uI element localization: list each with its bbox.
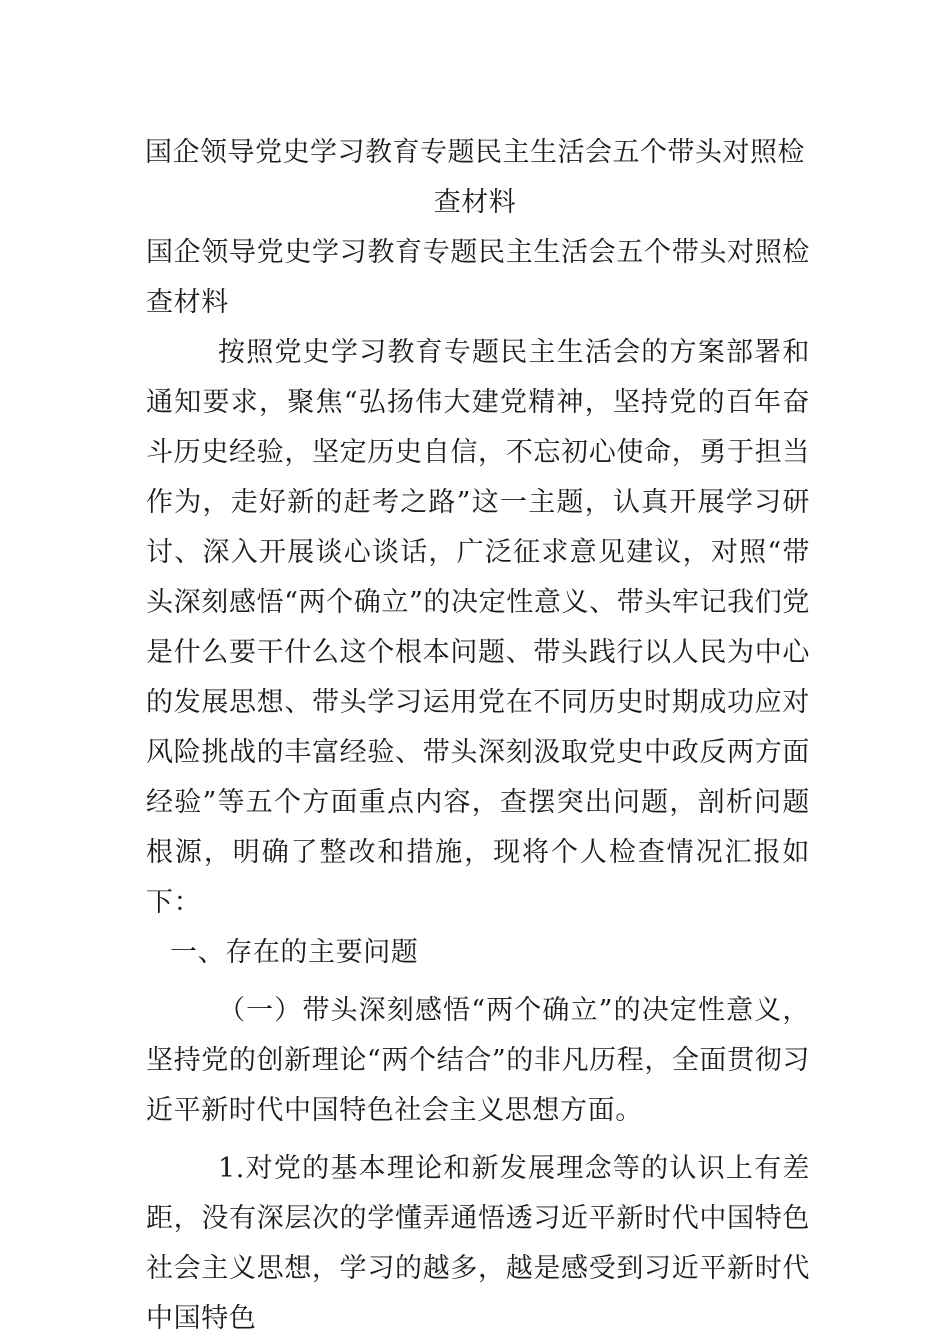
intro-paragraph: 按照党史学习教育专题民主生活会的方案部署和通知要求，聚焦“弘扬伟大建党精神，坚持党的百年奋斗历史经验，坚定历史自信，不忘初心使命，勇于担当作为，走好新的赶考之路”这一主题，认真开展学习研讨、深入开展谈心谈话，广泛征求意见建议，对照“带头深刻感悟“两个确立”的决定性意义、带头牢记我们党是什么要干什么这个根本问题、带头践行以人民为中心的发展思想、带头学习运用党在不同历史时期成功应对风险挑战的丰富经验、带头深刻汲取党史中政反两方面经验”等五个方面重点内容，查摆突出问题，剖析问题根源，明确了整改和措施，现将个人检查情况汇报如下： (146, 337, 810, 918)
item-paragraph: 1.对党的基本理论和新发展理念等的认识上有差距，没有深层次的学懂弄通悟透习近平新时代中国特色社会主义思想，学习的越多，越是感受到习近平新时代中国特色 (146, 1153, 810, 1334)
document-subtitle: 国企领导党史学习教育专题民主生活会五个带头对照检查材料 (146, 237, 810, 318)
document-body (146, 228, 810, 1344)
document-title: 国企领导党史学习教育专题民主生活会五个带头对照检查材料 (145, 137, 805, 218)
subsection-paragraph: （一）带头深刻感悟“两个确立”的决定性意义，坚持党的创新理论“两个结合”的非凡历程，全面贯彻习近平新时代中国特色社会主义思想方面。 (146, 995, 810, 1126)
section-heading: 一、存在的主要问题 (170, 937, 419, 968)
